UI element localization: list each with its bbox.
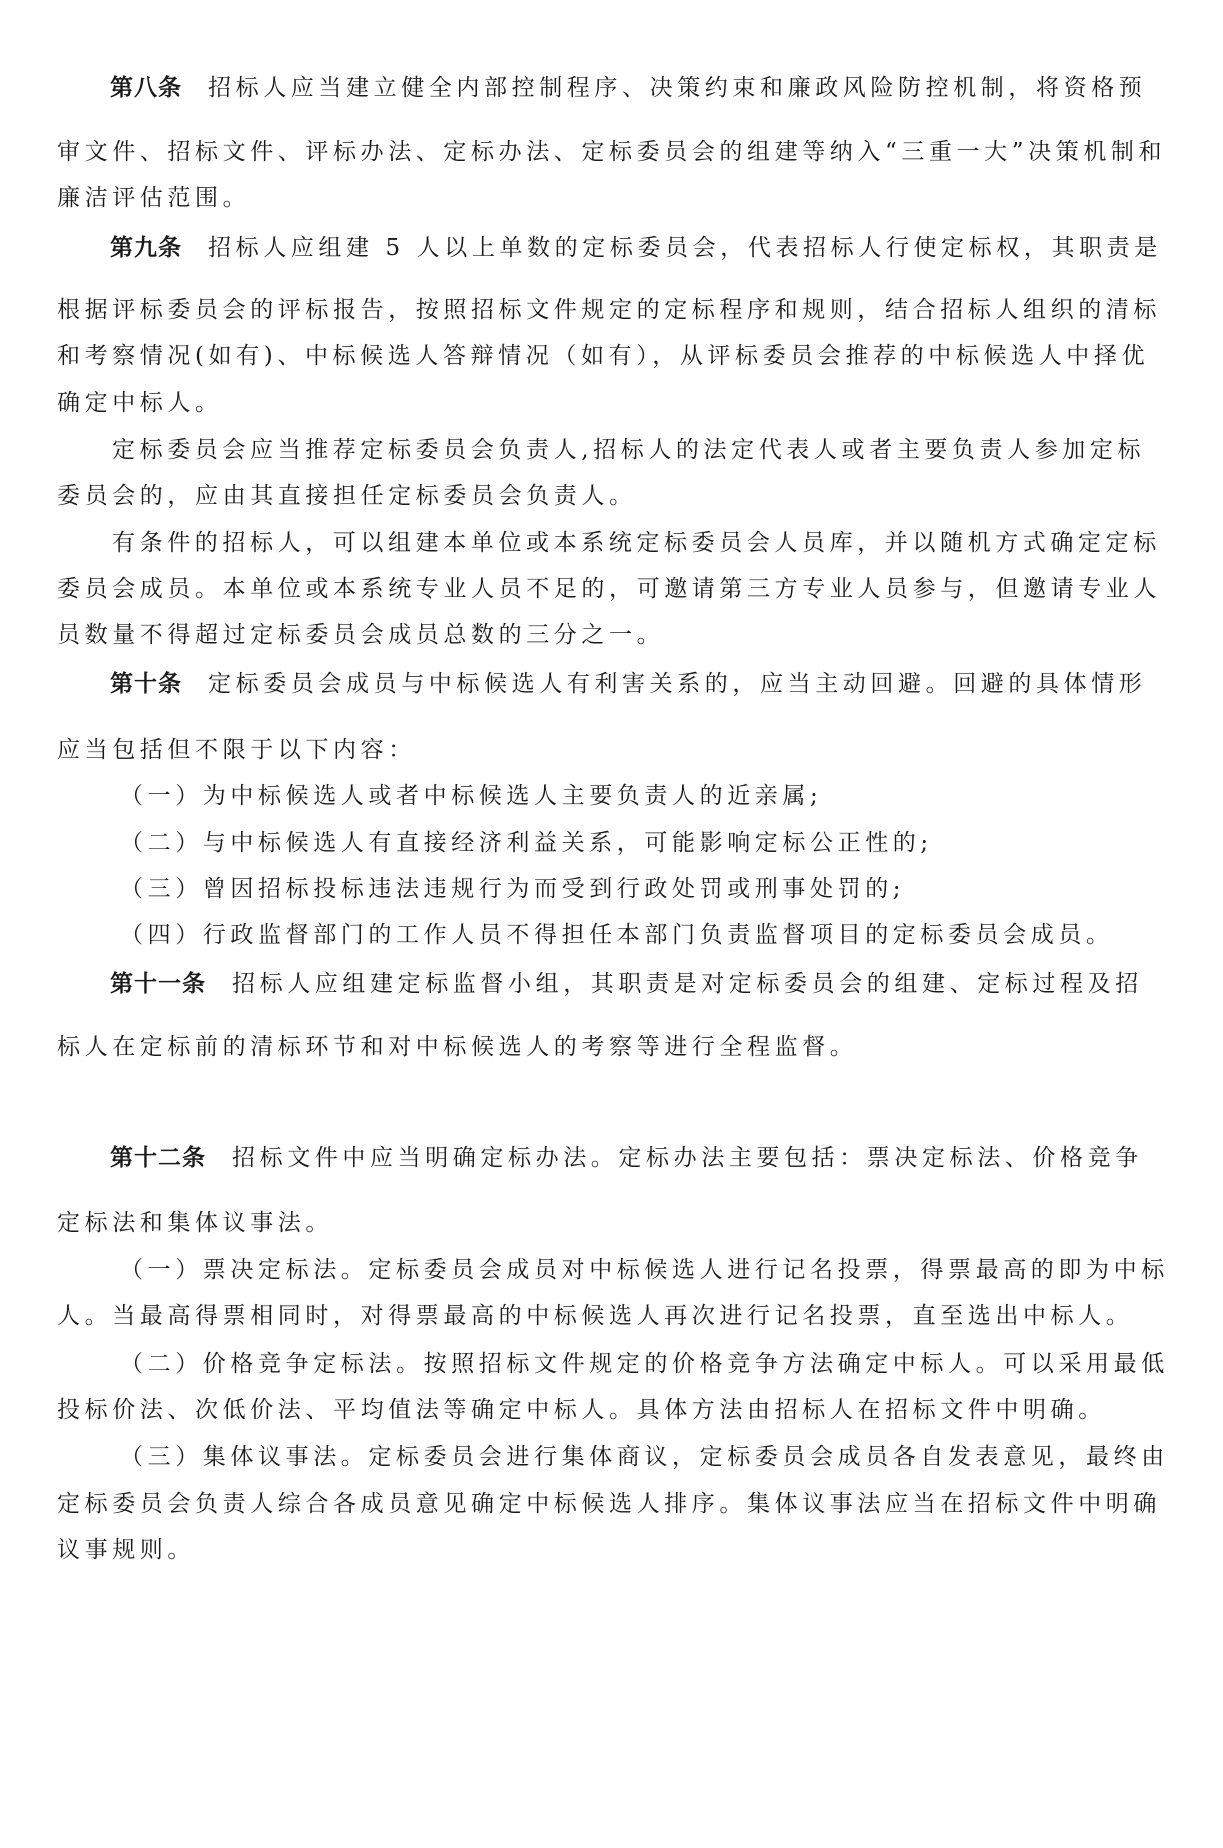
- list-item: （一）为中标候选人或者中标候选人主要负责人的近亲属;: [120, 783, 823, 809]
- text-line: 有条件的招标人，可以组建本单位或本系统定标委员会人员库，并以随机方式确定定标: [112, 530, 1161, 556]
- article-11-first-line: 第十一条 招标人应组建定标监督小组，其职责是对定标委员会的组建、定标过程及招: [110, 971, 1143, 997]
- text-line: 人。当最高得票相同时，对得票最高的中标候选人再次进行记名投票，直至选出中标人。: [57, 1303, 1134, 1329]
- article-11-heading: 第十一条: [110, 971, 206, 997]
- text-line: 标人在定标前的清标环节和对中标候选人的考察等进行全程监督。: [57, 1034, 858, 1060]
- list-item: （三）集体议事法。定标委员会进行集体商议，定标委员会成员各自发表意见，最终由: [120, 1444, 1169, 1470]
- text-line: 定标委员会应当推荐定标委员会负责人,招标人的法定代表人或者主要负责人参加定标: [112, 437, 1146, 463]
- text-line: 廉洁评估范围。: [57, 185, 251, 211]
- article-10-heading: 第十条: [110, 671, 182, 697]
- text-line: 应当包括但不限于以下内容：: [57, 737, 416, 763]
- article-8-first-line: 第八条 招标人应当建立健全内部控制程序、决策约束和廉政风险防控机制，将资格预: [110, 75, 1147, 101]
- text-line: 委员会成员。本单位或本系统专业人员不足的，可邀请第三方专业人员参与，但邀请专业人: [57, 576, 1161, 602]
- article-9-first-line: 第九条 招标人应组建 5 人以上单数的定标委员会，代表招标人行使定标权，其职责是: [110, 235, 1162, 261]
- text-line: 确定中标人。: [57, 390, 223, 416]
- list-item: （二）价格竞争定标法。按照招标文件规定的价格竞争方法确定中标人。可以采用最低: [120, 1351, 1169, 1377]
- text-line: 员数量不得超过定标委员会成员总数的三分之一。: [57, 622, 665, 648]
- text-line: 议事规则。: [57, 1537, 195, 1563]
- article-10-first-line: 第十条 定标委员会成员与中标候选人有利害关系的，应当主动回避。回避的具体情形: [110, 671, 1147, 697]
- text-line: 委员会的，应由其直接担任定标委员会负责人。: [57, 483, 637, 509]
- text-line: 审文件、招标文件、评标办法、定标办法、定标委员会的组建等纳入“三重一大”决策机制和: [57, 139, 1167, 165]
- text-line: 根据评标委员会的评标报告，按照招标文件规定的定标程序和规则，结合招标人组织的清标: [57, 297, 1161, 323]
- text-line: 投标价法、次低价法、平均值法等确定中标人。具体方法由招标人在招标文件中明确。: [57, 1397, 1106, 1423]
- article-9-heading: 第九条: [110, 235, 182, 261]
- text-line: 和考察情况(如有)、中标候选人答辩情况（如有），从评标委员会推荐的中标候选人中择优: [57, 343, 1150, 369]
- text-line: 定标法和集体议事法。: [57, 1210, 333, 1236]
- article-12-heading: 第十二条: [110, 1145, 206, 1171]
- list-item: （三）曾因招标投标违法违规行为而受到行政处罚或刑事处罚的;: [120, 876, 906, 902]
- list-item: （四）行政监督部门的工作人员不得担任本部门负责监督项目的定标委员会成员。: [120, 922, 1114, 948]
- text-line: 定标委员会负责人综合各成员意见确定中标候选人排序。集体议事法应当在招标文件中明确: [57, 1491, 1161, 1517]
- list-item: （一）票决定标法。定标委员会成员对中标候选人进行记名投票，得票最高的即为中标: [120, 1257, 1169, 1283]
- article-8-heading: 第八条: [110, 75, 182, 101]
- list-item: （二）与中标候选人有直接经济利益关系，可能影响定标公正性的;: [120, 830, 933, 856]
- article-12-first-line: 第十二条 招标文件中应当明确定标办法。定标办法主要包括：票决定标法、价格竞争: [110, 1145, 1143, 1171]
